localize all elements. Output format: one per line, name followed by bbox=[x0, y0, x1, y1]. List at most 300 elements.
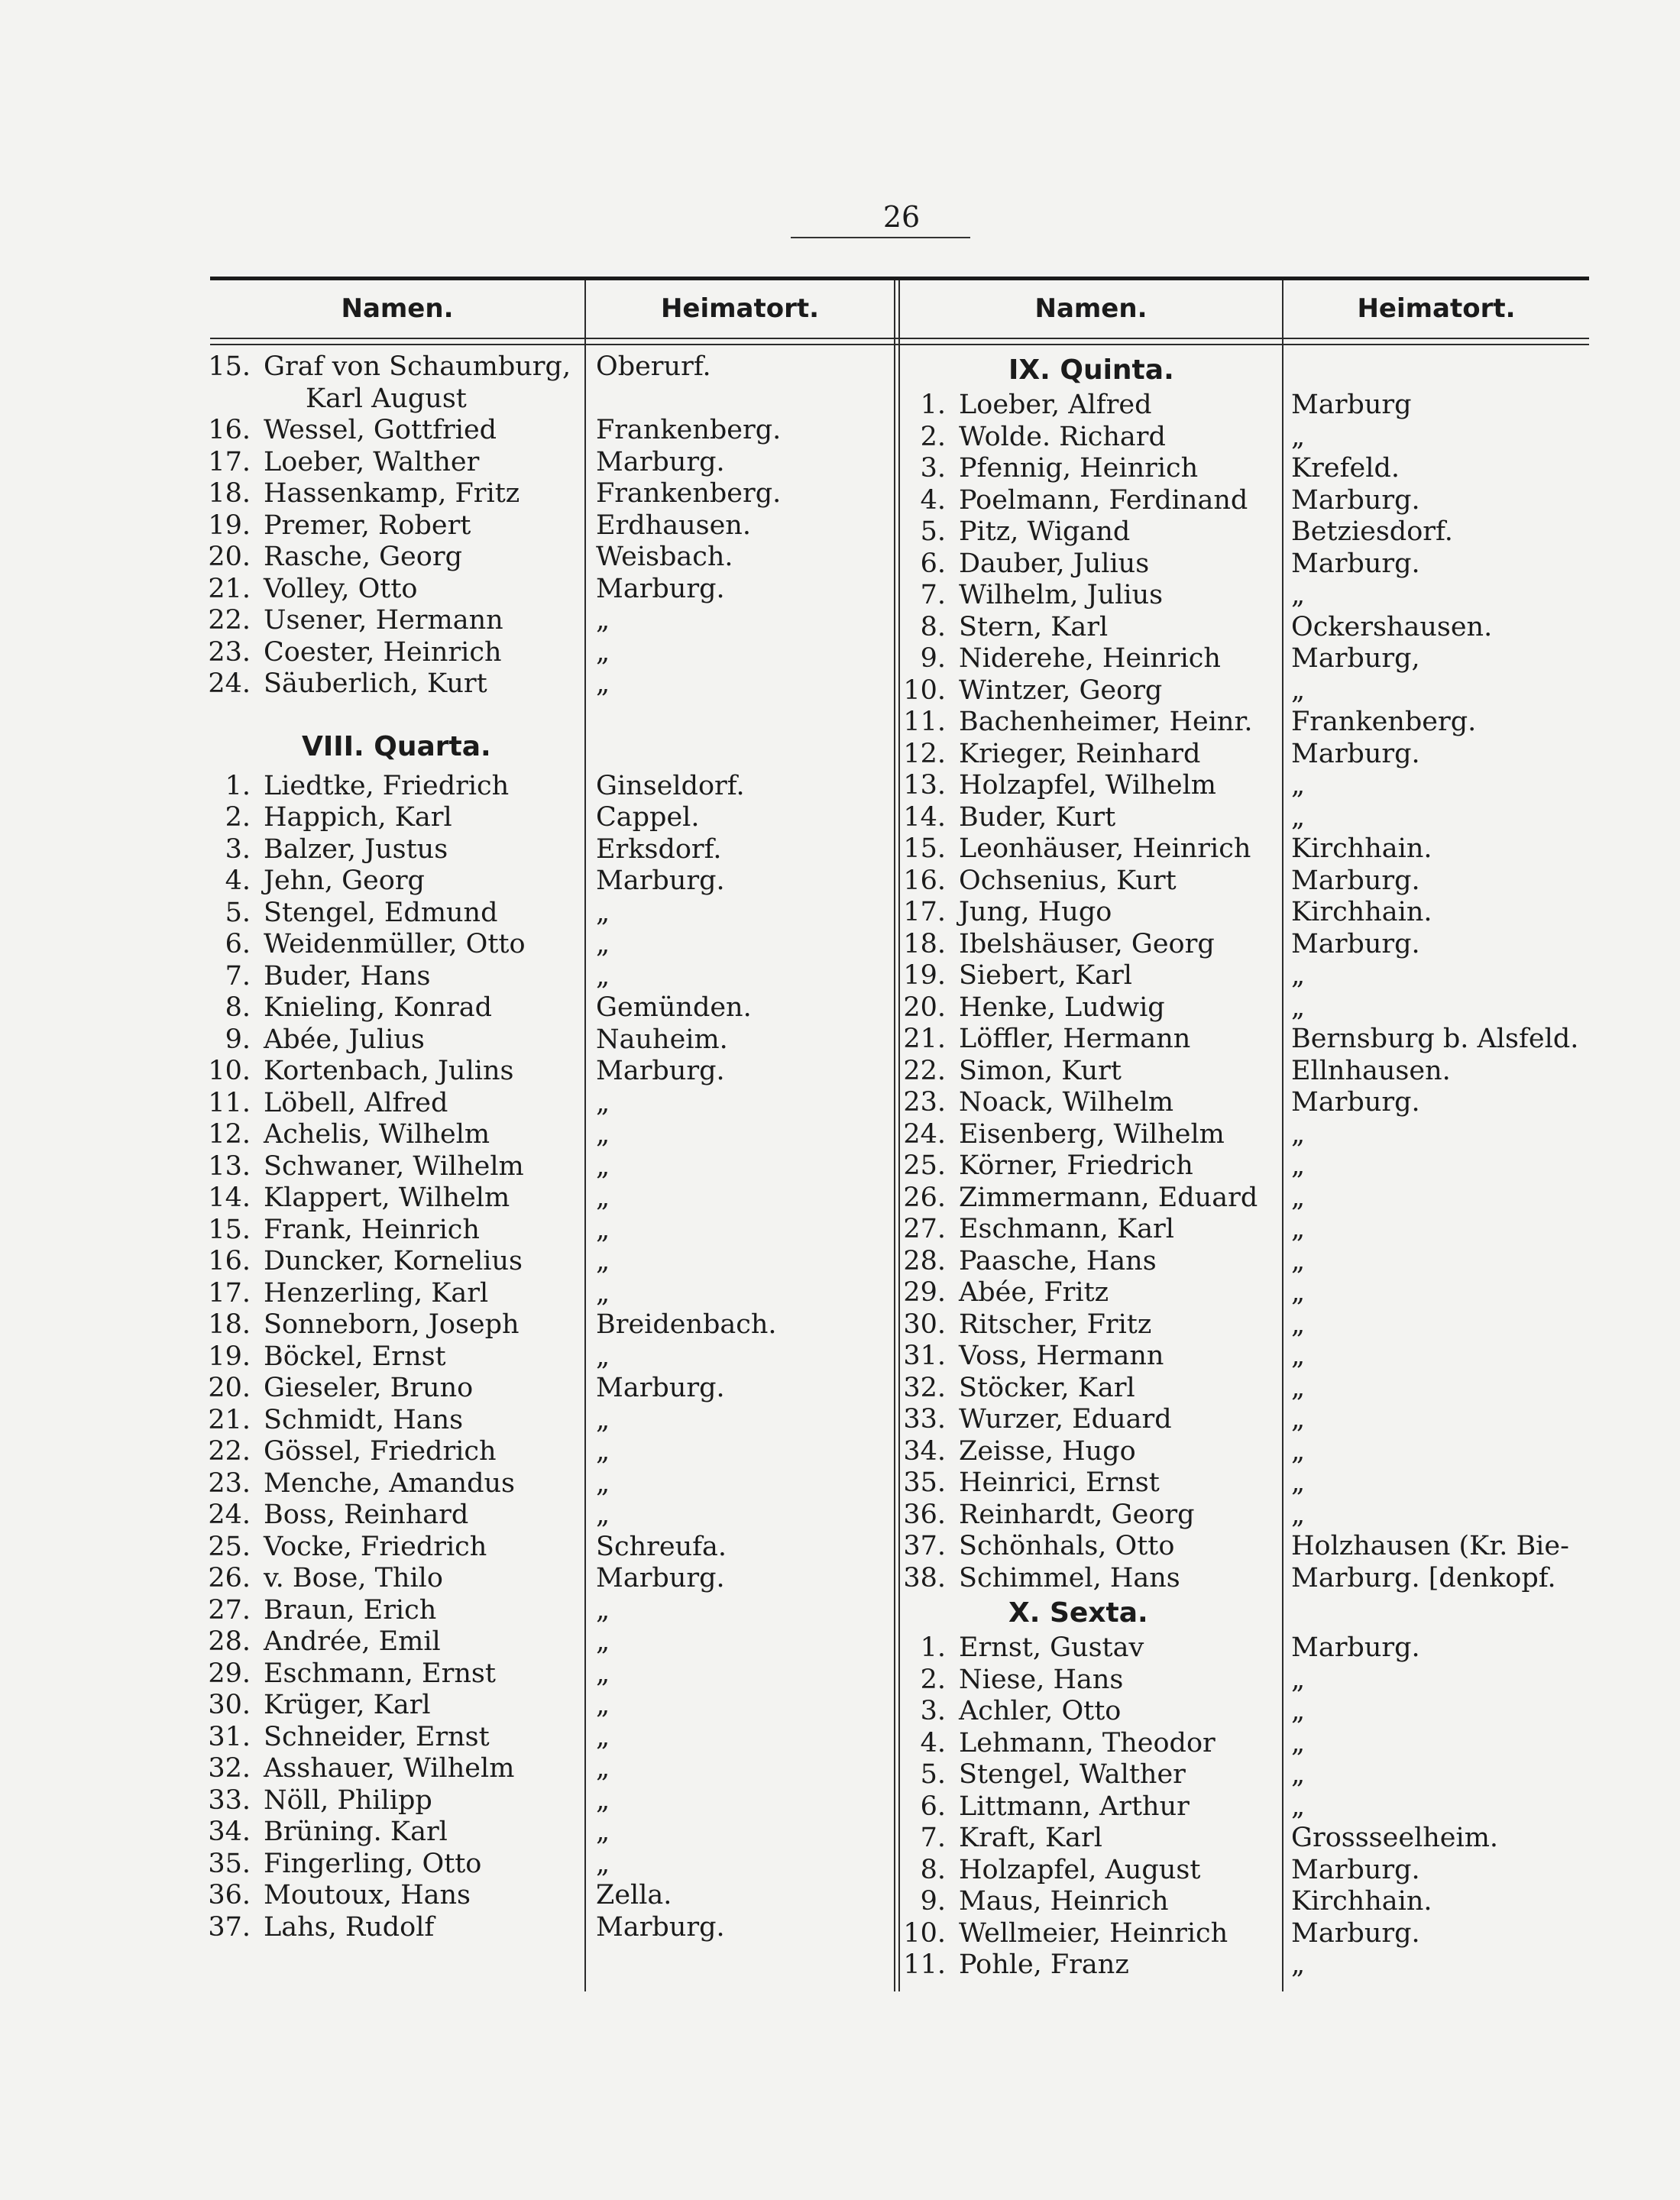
table-row bbox=[902, 833, 1589, 865]
row-number: 9. bbox=[225, 1024, 251, 1055]
home-town: Marburg. bbox=[596, 446, 725, 477]
table-row bbox=[206, 1024, 787, 1056]
student-name: Henzerling, Karl bbox=[264, 1277, 489, 1309]
home-town: Cappel. bbox=[596, 802, 700, 833]
home-town: Frankenberg. bbox=[596, 415, 782, 445]
home-town: Marburg. bbox=[1291, 1854, 1420, 1885]
table-row bbox=[902, 1728, 1589, 1760]
table-row bbox=[902, 1056, 1589, 1088]
table-row bbox=[902, 1373, 1589, 1405]
home-town: Nauheim. bbox=[596, 1024, 728, 1055]
home-town: „ bbox=[1291, 421, 1306, 452]
row-number: 20. bbox=[903, 992, 946, 1023]
home-town: Betziesdorf. bbox=[1291, 516, 1453, 547]
home-town: „ bbox=[596, 1246, 610, 1276]
home-town: „ bbox=[596, 960, 610, 992]
student-name: Lehmann, Theodor bbox=[959, 1727, 1215, 1758]
student-name: Wolde. Richard bbox=[959, 421, 1166, 452]
table-row bbox=[206, 898, 787, 930]
table-row bbox=[902, 612, 1589, 644]
table-row bbox=[206, 1658, 787, 1690]
student-name: Liedtke, Friedrich bbox=[264, 770, 510, 801]
row-number: 21. bbox=[208, 1404, 251, 1435]
home-town: „ bbox=[1291, 1404, 1306, 1435]
student-name: Reinhardt, Georg bbox=[959, 1499, 1195, 1530]
table-row bbox=[206, 574, 787, 606]
home-town: Marburg. bbox=[1291, 928, 1420, 959]
row-number: 20. bbox=[208, 1373, 251, 1403]
home-town: „ bbox=[596, 1753, 610, 1784]
table-row bbox=[902, 516, 1589, 548]
row-number: 19. bbox=[903, 960, 946, 991]
table-row bbox=[902, 1404, 1589, 1436]
row-number: 18. bbox=[208, 478, 251, 509]
row-number: 28. bbox=[903, 1245, 946, 1276]
row-number: 26. bbox=[208, 1563, 251, 1593]
home-town: Holzhausen (Kr. Bie- bbox=[1291, 1531, 1569, 1561]
page-number: 26 bbox=[882, 200, 921, 234]
table-row bbox=[902, 1665, 1589, 1697]
table-row bbox=[902, 580, 1589, 612]
row-number: 8. bbox=[920, 611, 946, 642]
home-town: Kirchhain. bbox=[1291, 1886, 1432, 1917]
row-number: 31. bbox=[903, 1341, 946, 1371]
row-number: 23. bbox=[903, 1087, 946, 1118]
student-name: v. Bose, Thilo bbox=[264, 1563, 443, 1593]
header-names-right: Namen. bbox=[1034, 293, 1148, 324]
table-row bbox=[206, 1785, 787, 1817]
student-name: Buder, Hans bbox=[264, 960, 431, 992]
row-number: 37. bbox=[903, 1531, 946, 1561]
row-number: 6. bbox=[225, 929, 251, 959]
table-row bbox=[206, 415, 787, 447]
home-town: „ bbox=[1291, 960, 1306, 991]
table-row bbox=[206, 771, 787, 803]
table-row bbox=[902, 1791, 1589, 1823]
section-title-quinta: IX. Quinta. bbox=[1008, 354, 1174, 386]
home-town: Marburg. bbox=[1291, 484, 1420, 516]
table-row bbox=[902, 548, 1589, 581]
row-number: 4. bbox=[920, 1727, 946, 1758]
student-name: Littmann, Arthur bbox=[959, 1791, 1190, 1822]
home-town: Ellnhausen. bbox=[1291, 1055, 1451, 1086]
student-name: Jehn, Georg bbox=[264, 865, 425, 896]
table-row bbox=[206, 447, 787, 479]
student-name: Zimmermann, Eduard bbox=[959, 1182, 1258, 1213]
table-row bbox=[902, 390, 1589, 422]
row-number: 33. bbox=[903, 1404, 946, 1435]
table-row bbox=[206, 478, 787, 510]
student-name: Achler, Otto bbox=[959, 1696, 1122, 1726]
home-town: „ bbox=[596, 1500, 610, 1530]
home-town: „ bbox=[596, 1277, 610, 1309]
row-number: 13. bbox=[903, 770, 946, 801]
row-number: 19. bbox=[208, 1341, 251, 1372]
home-town: Erdhausen. bbox=[596, 510, 751, 541]
student-name: Frank, Heinrich bbox=[264, 1214, 480, 1245]
student-name: Holzapfel, Wilhelm bbox=[959, 770, 1216, 801]
home-town: „ bbox=[596, 929, 610, 959]
home-town: „ bbox=[596, 1658, 610, 1689]
student-name: Schmidt, Hans bbox=[264, 1404, 464, 1435]
row-number: 24. bbox=[208, 1500, 251, 1530]
student-name: Fingerling, Otto bbox=[264, 1848, 482, 1879]
row-number: 15. bbox=[208, 351, 251, 382]
row-number: 5. bbox=[920, 516, 946, 547]
row-number: 28. bbox=[208, 1626, 251, 1657]
table-row bbox=[206, 1532, 787, 1564]
row-number: 16. bbox=[208, 415, 251, 445]
row-number: 14. bbox=[903, 801, 946, 833]
row-number: 15. bbox=[208, 1214, 251, 1245]
table-row bbox=[206, 1182, 787, 1215]
row-number: 34. bbox=[903, 1435, 946, 1467]
student-name: Pohle, Franz bbox=[959, 1949, 1129, 1980]
row-number: 8. bbox=[225, 992, 251, 1023]
student-name: Gössel, Friedrich bbox=[264, 1436, 497, 1467]
student-name: Stern, Karl bbox=[959, 611, 1109, 642]
student-name: Happich, Karl bbox=[264, 802, 452, 833]
row-number: 26. bbox=[903, 1182, 946, 1213]
quarta-list bbox=[206, 771, 787, 1944]
table-row bbox=[206, 637, 787, 669]
student-name: Premer, Robert bbox=[264, 510, 471, 541]
table-row bbox=[206, 1309, 787, 1341]
row-number: 24. bbox=[208, 668, 251, 699]
home-town: „ bbox=[596, 1848, 610, 1879]
home-town: „ bbox=[596, 605, 610, 636]
row-number: 38. bbox=[903, 1562, 946, 1593]
student-name: Coester, Heinrich bbox=[264, 636, 502, 668]
student-name: Stengel, Edmund bbox=[264, 897, 498, 928]
home-town: „ bbox=[1291, 1759, 1306, 1790]
student-name: Schwaner, Wilhelm bbox=[264, 1150, 524, 1182]
student-name: Stöcker, Karl bbox=[959, 1372, 1135, 1403]
home-town: „ bbox=[1291, 1341, 1306, 1371]
home-town: Marburg. bbox=[1291, 1917, 1420, 1949]
table-row bbox=[206, 1088, 787, 1120]
row-number: 3. bbox=[920, 453, 946, 484]
student-name: Heinrici, Ernst bbox=[959, 1467, 1160, 1498]
home-town: „ bbox=[1291, 1727, 1306, 1758]
student-name: Brüning. Karl bbox=[264, 1817, 448, 1847]
student-name: Wilhelm, Julius bbox=[959, 580, 1164, 610]
row-number: 13. bbox=[208, 1150, 251, 1182]
home-town: „ bbox=[1291, 1664, 1306, 1695]
row-number: 1. bbox=[920, 390, 946, 420]
row-number: 4. bbox=[225, 865, 251, 896]
home-town: „ bbox=[1291, 1118, 1306, 1150]
student-name: Dauber, Julius bbox=[959, 548, 1150, 579]
student-name: Ibelshäuser, Georg bbox=[959, 928, 1215, 959]
row-number: 32. bbox=[903, 1372, 946, 1403]
home-town: „ bbox=[1291, 1309, 1306, 1340]
home-town: „ bbox=[1291, 1696, 1306, 1726]
row-number: 23. bbox=[208, 636, 251, 668]
row-number: 36. bbox=[903, 1499, 946, 1530]
row-number: 29. bbox=[903, 1277, 946, 1308]
table-row bbox=[902, 1277, 1589, 1309]
table-row bbox=[206, 961, 787, 993]
student-name: Moutoux, Hans bbox=[264, 1880, 471, 1910]
student-name: Rasche, Georg bbox=[264, 542, 462, 572]
row-number: 24. bbox=[903, 1118, 946, 1150]
student-name: Wessel, Gottfried bbox=[264, 415, 497, 445]
home-town: Grossseelheim. bbox=[1291, 1823, 1499, 1853]
student-name: Asshauer, Wilhelm bbox=[264, 1753, 515, 1784]
row-number: 34. bbox=[208, 1817, 251, 1847]
home-town: Marburg. bbox=[1291, 1632, 1420, 1663]
center-divider bbox=[894, 280, 895, 1991]
table-row bbox=[206, 383, 787, 416]
home-town: „ bbox=[596, 1436, 610, 1467]
table-row bbox=[902, 802, 1589, 834]
student-name: Krieger, Reinhard bbox=[959, 738, 1201, 769]
home-town: „ bbox=[1291, 1214, 1306, 1244]
table-row bbox=[902, 770, 1589, 802]
header-home-left: Heimatort. bbox=[660, 293, 820, 324]
table-row bbox=[206, 1722, 787, 1754]
row-number: 23. bbox=[208, 1467, 251, 1499]
student-name: Nöll, Philipp bbox=[264, 1784, 432, 1816]
table-row bbox=[902, 1500, 1589, 1532]
row-number: 9. bbox=[920, 643, 946, 674]
home-town: „ bbox=[1291, 1277, 1306, 1308]
row-number: 11. bbox=[903, 707, 946, 737]
table-row bbox=[902, 1024, 1589, 1056]
row-number: 3. bbox=[225, 833, 251, 865]
home-town: „ bbox=[1291, 1499, 1306, 1530]
row-number: 19. bbox=[208, 510, 251, 541]
table-row bbox=[902, 1087, 1589, 1119]
student-name: Löbell, Alfred bbox=[264, 1087, 448, 1118]
student-name: Achelis, Wilhelm bbox=[264, 1119, 490, 1150]
table-row bbox=[902, 1531, 1589, 1563]
table-row bbox=[902, 1632, 1589, 1665]
row-number: 11. bbox=[208, 1087, 251, 1118]
student-name: Ernst, Gustav bbox=[959, 1632, 1144, 1663]
table-row bbox=[902, 485, 1589, 517]
row-number: 35. bbox=[903, 1467, 946, 1498]
table-row bbox=[902, 1119, 1589, 1151]
table-row bbox=[902, 643, 1589, 675]
row-number: 6. bbox=[920, 1791, 946, 1822]
home-town: Marburg. bbox=[596, 1911, 725, 1943]
row-number: 7. bbox=[920, 1823, 946, 1853]
row-number: 4. bbox=[920, 484, 946, 516]
student-name: Kortenbach, Julins bbox=[264, 1056, 514, 1086]
student-name: Wurzer, Eduard bbox=[959, 1404, 1172, 1435]
row-number: 35. bbox=[208, 1848, 251, 1879]
student-name: Bachenheimer, Heinr. bbox=[959, 707, 1253, 737]
row-number: 37. bbox=[208, 1911, 251, 1943]
home-town: „ bbox=[596, 1150, 610, 1182]
section-title-quarta: VIII. Quarta. bbox=[302, 730, 491, 762]
student-name: Ochsenius, Kurt bbox=[959, 865, 1177, 896]
table-row bbox=[206, 1405, 787, 1437]
home-town: Krefeld. bbox=[1291, 453, 1400, 484]
home-town: Marburg. bbox=[596, 1563, 725, 1593]
home-town: Marburg bbox=[1291, 390, 1412, 420]
student-name: Henke, Ludwig bbox=[959, 992, 1165, 1023]
row-number: 7. bbox=[920, 580, 946, 610]
table-row bbox=[902, 1949, 1589, 1982]
table-row bbox=[902, 1696, 1589, 1728]
home-town: Weisbach. bbox=[596, 542, 733, 572]
table-row bbox=[206, 865, 787, 898]
table-row bbox=[206, 1849, 787, 1881]
home-town: Marburg. bbox=[1291, 548, 1420, 579]
table-row bbox=[902, 1309, 1589, 1341]
table-row bbox=[206, 802, 787, 834]
section-spacer bbox=[206, 700, 787, 723]
table-row bbox=[902, 422, 1589, 454]
student-name: Karl August bbox=[306, 383, 467, 414]
student-name: Duncker, Kornelius bbox=[264, 1246, 523, 1276]
home-town: Frankenberg. bbox=[596, 478, 782, 509]
row-number: 3. bbox=[920, 1696, 946, 1726]
home-town: „ bbox=[596, 1404, 610, 1435]
row-number: 33. bbox=[208, 1784, 251, 1816]
row-number: 32. bbox=[208, 1753, 251, 1784]
row-number: 8. bbox=[920, 1854, 946, 1885]
header-names-left: Namen. bbox=[341, 293, 454, 324]
home-town: Gemünden. bbox=[596, 992, 752, 1023]
table-row bbox=[902, 1341, 1589, 1373]
table-row bbox=[902, 1182, 1589, 1215]
student-name: Eisenberg, Wilhelm bbox=[959, 1118, 1225, 1150]
home-town: „ bbox=[1291, 1467, 1306, 1498]
student-name: Braun, Erich bbox=[264, 1594, 437, 1626]
student-name: Maus, Heinrich bbox=[959, 1886, 1169, 1917]
student-name: Buder, Kurt bbox=[959, 801, 1116, 833]
student-name: Paasche, Hans bbox=[959, 1245, 1157, 1276]
student-name: Klappert, Wilhelm bbox=[264, 1182, 510, 1213]
home-town: „ bbox=[1291, 1182, 1306, 1213]
student-name: Pfennig, Heinrich bbox=[959, 453, 1199, 484]
student-name: Poelmann, Ferdinand bbox=[959, 484, 1248, 516]
home-town: „ bbox=[1291, 1791, 1306, 1822]
home-town: Frankenberg. bbox=[1291, 707, 1477, 737]
home-town: „ bbox=[596, 668, 610, 699]
home-town: „ bbox=[1291, 1150, 1306, 1181]
table-row bbox=[902, 1918, 1589, 1950]
student-name: Eschmann, Karl bbox=[959, 1214, 1174, 1244]
student-name: Stengel, Walther bbox=[959, 1759, 1186, 1790]
home-town: Marburg. [denkopf. bbox=[1291, 1562, 1556, 1593]
row-number: 29. bbox=[208, 1658, 251, 1689]
home-town: „ bbox=[1291, 801, 1306, 833]
row-number: 30. bbox=[903, 1309, 946, 1340]
student-name: Weidenmüller, Otto bbox=[264, 929, 526, 959]
table-row bbox=[206, 1880, 787, 1912]
home-town: „ bbox=[596, 1341, 610, 1372]
student-name: Sonneborn, Joseph bbox=[264, 1309, 520, 1340]
home-town: „ bbox=[596, 897, 610, 928]
row-number: 17. bbox=[208, 446, 251, 477]
student-name: Knieling, Konrad bbox=[264, 992, 493, 1023]
student-name: Voss, Hermann bbox=[959, 1341, 1164, 1371]
row-number: 12. bbox=[903, 738, 946, 769]
row-number: 10. bbox=[903, 1917, 946, 1949]
table-row bbox=[206, 510, 787, 542]
left-top-list bbox=[206, 351, 787, 700]
student-name: Wintzer, Georg bbox=[959, 675, 1163, 706]
home-town: „ bbox=[596, 636, 610, 668]
row-number: 22. bbox=[208, 605, 251, 636]
student-name: Gieseler, Bruno bbox=[264, 1373, 474, 1403]
table-row bbox=[206, 1278, 787, 1310]
section-title-sexta: X. Sexta. bbox=[1008, 1597, 1148, 1629]
home-town: Zella. bbox=[596, 1880, 672, 1910]
row-number: 22. bbox=[208, 1436, 251, 1467]
table-row bbox=[206, 834, 787, 866]
row-number: 17. bbox=[208, 1277, 251, 1309]
table-row bbox=[902, 1467, 1589, 1500]
table-row bbox=[902, 960, 1589, 992]
row-number: 15. bbox=[903, 833, 946, 864]
row-number: 14. bbox=[208, 1182, 251, 1213]
table-row bbox=[902, 1563, 1589, 1595]
home-town: Marburg. bbox=[1291, 865, 1420, 896]
sexta-list bbox=[902, 1632, 1589, 1982]
home-town: Erksdorf. bbox=[596, 833, 722, 865]
student-name: Loeber, Walther bbox=[264, 446, 480, 477]
home-town: Kirchhain. bbox=[1291, 833, 1432, 864]
student-name: Simon, Kurt bbox=[959, 1055, 1122, 1086]
row-number: 5. bbox=[225, 897, 251, 928]
student-name: Ritscher, Fritz bbox=[959, 1309, 1152, 1340]
student-name: Usener, Hermann bbox=[264, 605, 503, 636]
student-name: Niderehe, Heinrich bbox=[959, 643, 1221, 674]
table-row bbox=[206, 1912, 787, 1944]
home-town: Marburg. bbox=[596, 1373, 725, 1403]
row-number: 16. bbox=[208, 1246, 251, 1276]
home-town: Marburg. bbox=[596, 1056, 725, 1086]
home-town: Ginseldorf. bbox=[596, 770, 745, 801]
row-number: 27. bbox=[903, 1214, 946, 1244]
table-row bbox=[206, 1626, 787, 1658]
table-row bbox=[206, 1215, 787, 1247]
row-number: 2. bbox=[920, 1664, 946, 1695]
table-row bbox=[206, 1500, 787, 1532]
row-number: 1. bbox=[920, 1632, 946, 1663]
student-name: Säuberlich, Kurt bbox=[264, 668, 487, 699]
header-home-right: Heimatort. bbox=[1357, 293, 1516, 324]
home-town: „ bbox=[596, 1182, 610, 1213]
home-town: „ bbox=[1291, 770, 1306, 801]
table-row bbox=[206, 1056, 787, 1088]
student-name: Vocke, Friedrich bbox=[264, 1531, 487, 1562]
home-town: „ bbox=[596, 1626, 610, 1657]
table-row bbox=[206, 1436, 787, 1468]
row-number: 20. bbox=[208, 542, 251, 572]
row-number: 7. bbox=[225, 960, 251, 992]
home-town: „ bbox=[596, 1817, 610, 1847]
student-name: Abée, Fritz bbox=[959, 1277, 1109, 1308]
table-row bbox=[902, 1759, 1589, 1791]
home-town: Marburg. bbox=[1291, 1087, 1420, 1118]
table-row bbox=[902, 707, 1589, 739]
student-name: Balzer, Justus bbox=[264, 833, 448, 865]
student-name: Böckel, Ernst bbox=[264, 1341, 446, 1372]
home-town: „ bbox=[1291, 992, 1306, 1023]
table-row bbox=[206, 1690, 787, 1722]
row-number: 31. bbox=[208, 1721, 251, 1752]
table-row bbox=[206, 1246, 787, 1278]
student-name: Abée, Julius bbox=[264, 1024, 425, 1055]
table-row bbox=[902, 739, 1589, 771]
